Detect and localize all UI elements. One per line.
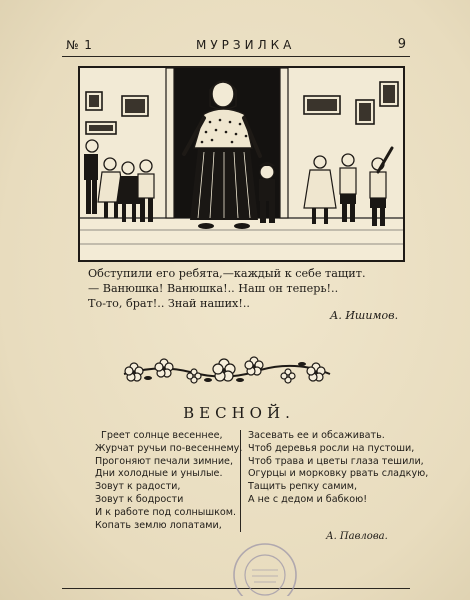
library-stamp bbox=[230, 540, 300, 596]
poem-line: Чтоб трава и цветы глаза тешили, bbox=[248, 455, 424, 467]
verse-line: — Ванюшка! Ванюшка!.. Наш он теперь!.. bbox=[88, 282, 339, 295]
poem-line: А не с дедом и бабкою! bbox=[248, 493, 368, 505]
poem-line: Огурцы и морковку рвать сладкую, bbox=[248, 468, 429, 480]
page-header bbox=[66, 36, 406, 54]
poem-line: Засевать ее и обсаживать. bbox=[248, 430, 385, 441]
header-rule bbox=[62, 56, 410, 57]
poem-title: ВЕСНОЙ. bbox=[183, 404, 295, 422]
caption-signature: А. Ишимов. bbox=[330, 309, 399, 322]
poem-left-column bbox=[95, 430, 242, 532]
poem-line: Тащить репку самим, bbox=[248, 481, 358, 493]
poem-right-column bbox=[248, 430, 428, 507]
poem-line: Греет солнце весеннее, bbox=[101, 430, 223, 441]
poem-line: Зовут к бодрости bbox=[95, 493, 184, 505]
floral-ornament bbox=[120, 350, 334, 390]
issue-number: № 1 bbox=[66, 38, 93, 52]
caption-verse bbox=[88, 266, 418, 311]
poem-signature: А. Павлова. bbox=[326, 531, 388, 542]
verse-line: Обступили его ребята,—каждый к себе тащит. bbox=[88, 267, 366, 280]
poem-line: И к работе под солнышком. bbox=[95, 506, 237, 518]
magazine-title: МУРЗИЛКА bbox=[196, 38, 296, 52]
page-number: 9 bbox=[397, 37, 406, 52]
poem-line: Копать землю лопатами, bbox=[95, 519, 222, 531]
poem-line: Журчат ручьи по-весеннему. bbox=[95, 442, 243, 454]
verse-line: То-то, брат!.. Знай наших!.. bbox=[88, 297, 250, 310]
column-divider bbox=[240, 430, 241, 532]
poem-line: Прогоняют печали зимние, bbox=[95, 455, 234, 467]
illustration-children-greeting bbox=[78, 66, 405, 262]
poem-line: Зовут к радости, bbox=[95, 481, 181, 493]
poem-line: Чтоб деревья росли на пустоши, bbox=[248, 442, 415, 454]
poem-line: Дни холодные и унылые. bbox=[95, 468, 223, 480]
